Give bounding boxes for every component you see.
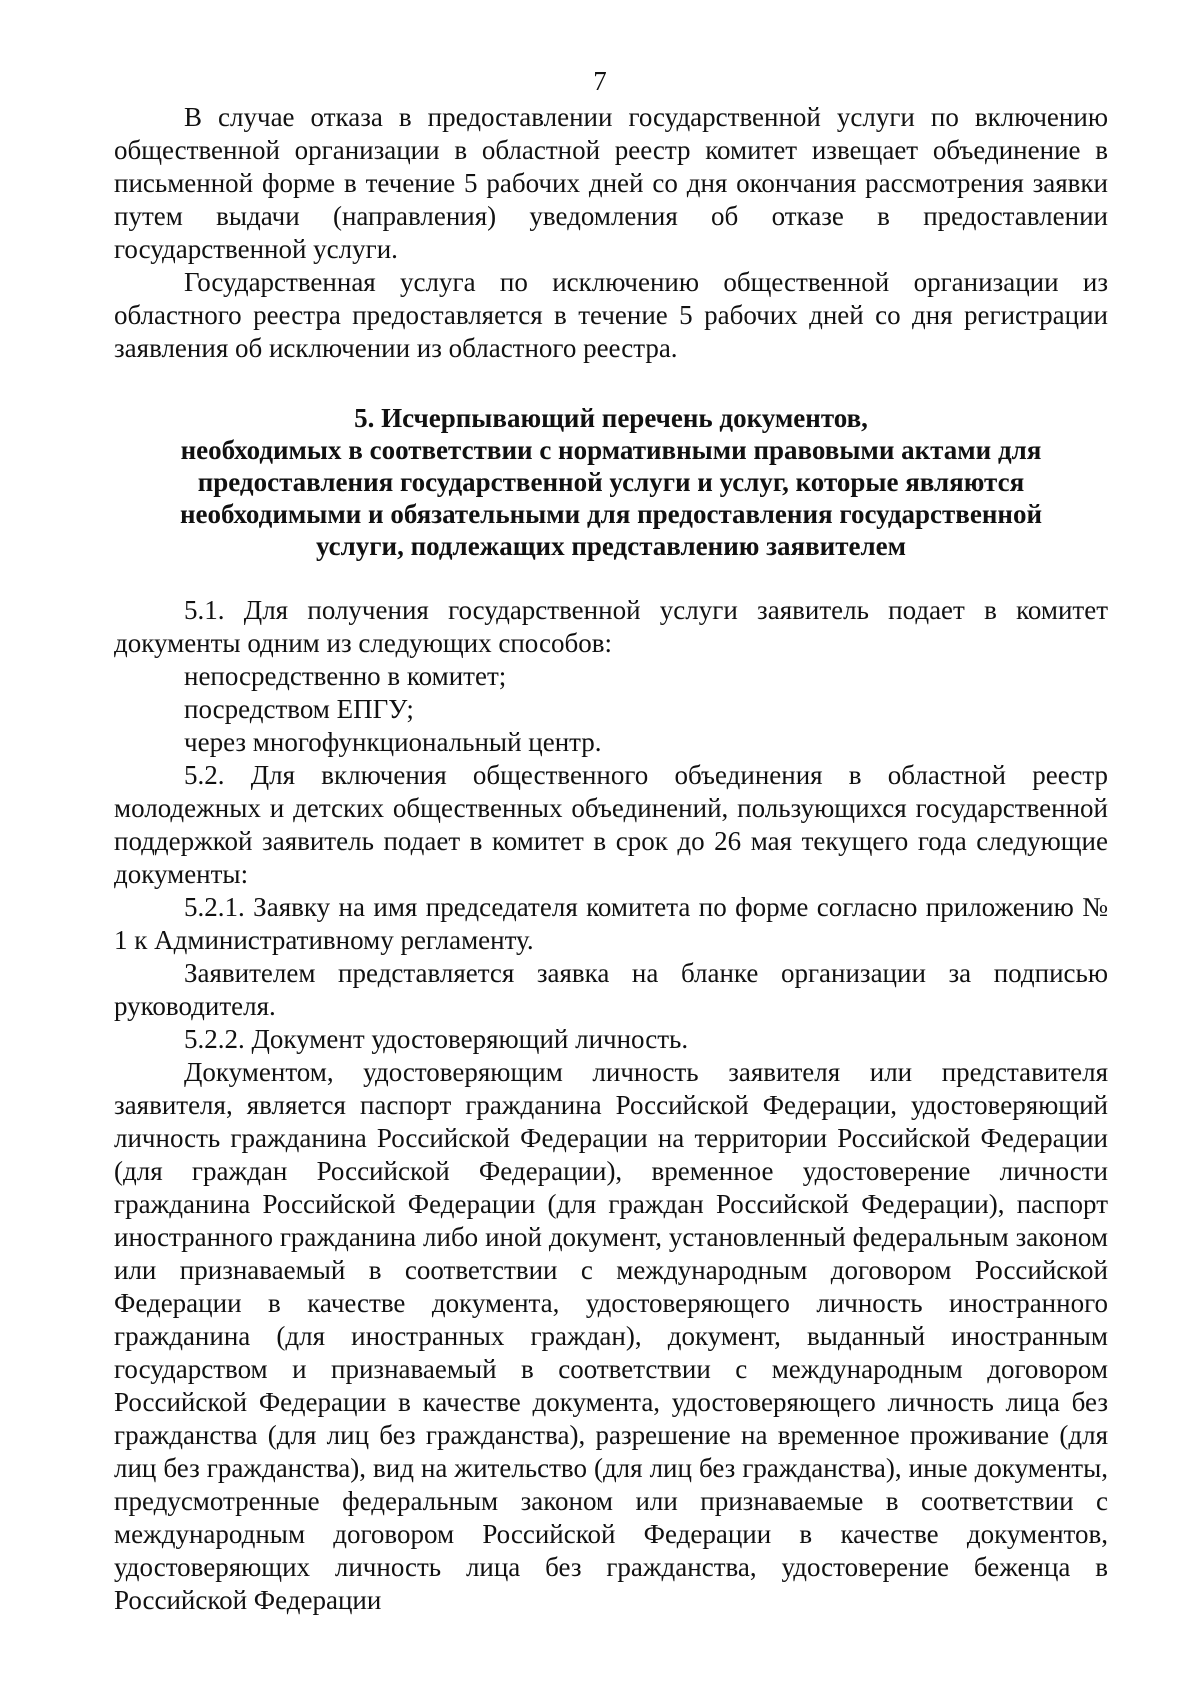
paragraph-5-1: 5.1. Для получения государственной услуги заявитель подает в комитет документы одним из следующих способов: [114,595,1108,658]
section-heading-line: 5. Исчерпывающий перечень документов, [354,403,868,433]
page-number: 7 [593,66,607,96]
list-item-method-mfc: через многофункциональный центр. [184,727,602,757]
paragraph-refusal-notice: В случае отказа в предоставлении государственной услуги по включению общественной организации в областной реестр комитет извещает объединение в письменной форме в течение 5 рабочих дней со дня окончания рассмотрения заявки путем выдачи (направления) уведомления об отказе в предоставлении государственной услуги. [114,102,1108,264]
list-item-method-direct: непосредственно в комитет; [184,661,507,691]
section-heading-line: необходимыми и обязательными для предоставления государственной [179,499,1043,529]
paragraph-exclusion-term: Государственная услуга по исключению общественной организации из областного реестра предоставляется в течение 5 рабочих дней со дня регистрации заявления об исключении из областного реестра. [114,267,1108,363]
paragraph-identity-documents: Документом, удостоверяющим личность заявителя или представителя заявителя, является паспорт гражданина Российской Федерации, удостоверяющий личность гражданина Российской Федерации на территории Российской Федерации (для граждан Российской Федерации), временное удостоверение личности гражданина Российской Федерации (для граждан Российской Федерации), паспорт иностранного гражданина либо иной документ, установленный федеральным законом или признаваемый в соответствии с международным договором Российской Федерации в качестве документа, удостоверяющего личность иностранного гражданина (для иностранных граждан), документ, выданный иностранным государством и признаваемый в соответствии с международным договором Российской Федерации в качестве документа, удостоверяющего личность лица без гражданства (для лиц без гражданства), разрешение на временное проживание (для лиц без гражданства), вид на жительство (для лиц без гражданства), иные документы, предусмотренные федеральным законом или признаваемые в соответствии с международным договором Российской Федерации в качестве документов, удостоверяющих личность лица без гражданства, удостоверение беженца в Российской Федерации [114,1057,1108,1615]
list-item-method-epgu: посредством ЕПГУ; [184,694,414,724]
section-heading [146,402,1076,562]
paragraph-5-2: 5.2. Для включения общественного объединения в областной реестр молодежных и детских общественных объединений, пользующихся государственной поддержкой заявитель подает в комитет в срок до 26 мая текущего года следующие документы: [114,760,1108,889]
paragraph-application-form: Заявителем представляется заявка на бланке организации за подписью руководителя. [114,958,1108,1021]
section-heading-line: предоставления государственной услуги и услуг, которые являются [197,467,1025,497]
document-body [114,101,1108,1617]
spacer [114,562,1108,594]
spacer [114,365,1108,402]
section-heading-line: необходимых в соответствии с нормативными правовыми актами для [180,435,1042,465]
paragraph-5-2-2: 5.2.2. Документ удостоверяющий личность. [184,1024,689,1054]
section-heading-line: услуги, подлежащих представлению заявителем [315,531,907,561]
paragraph-5-2-1: 5.2.1. Заявку на имя председателя комитета по форме согласно приложению № 1 к Административному регламенту. [114,892,1108,955]
